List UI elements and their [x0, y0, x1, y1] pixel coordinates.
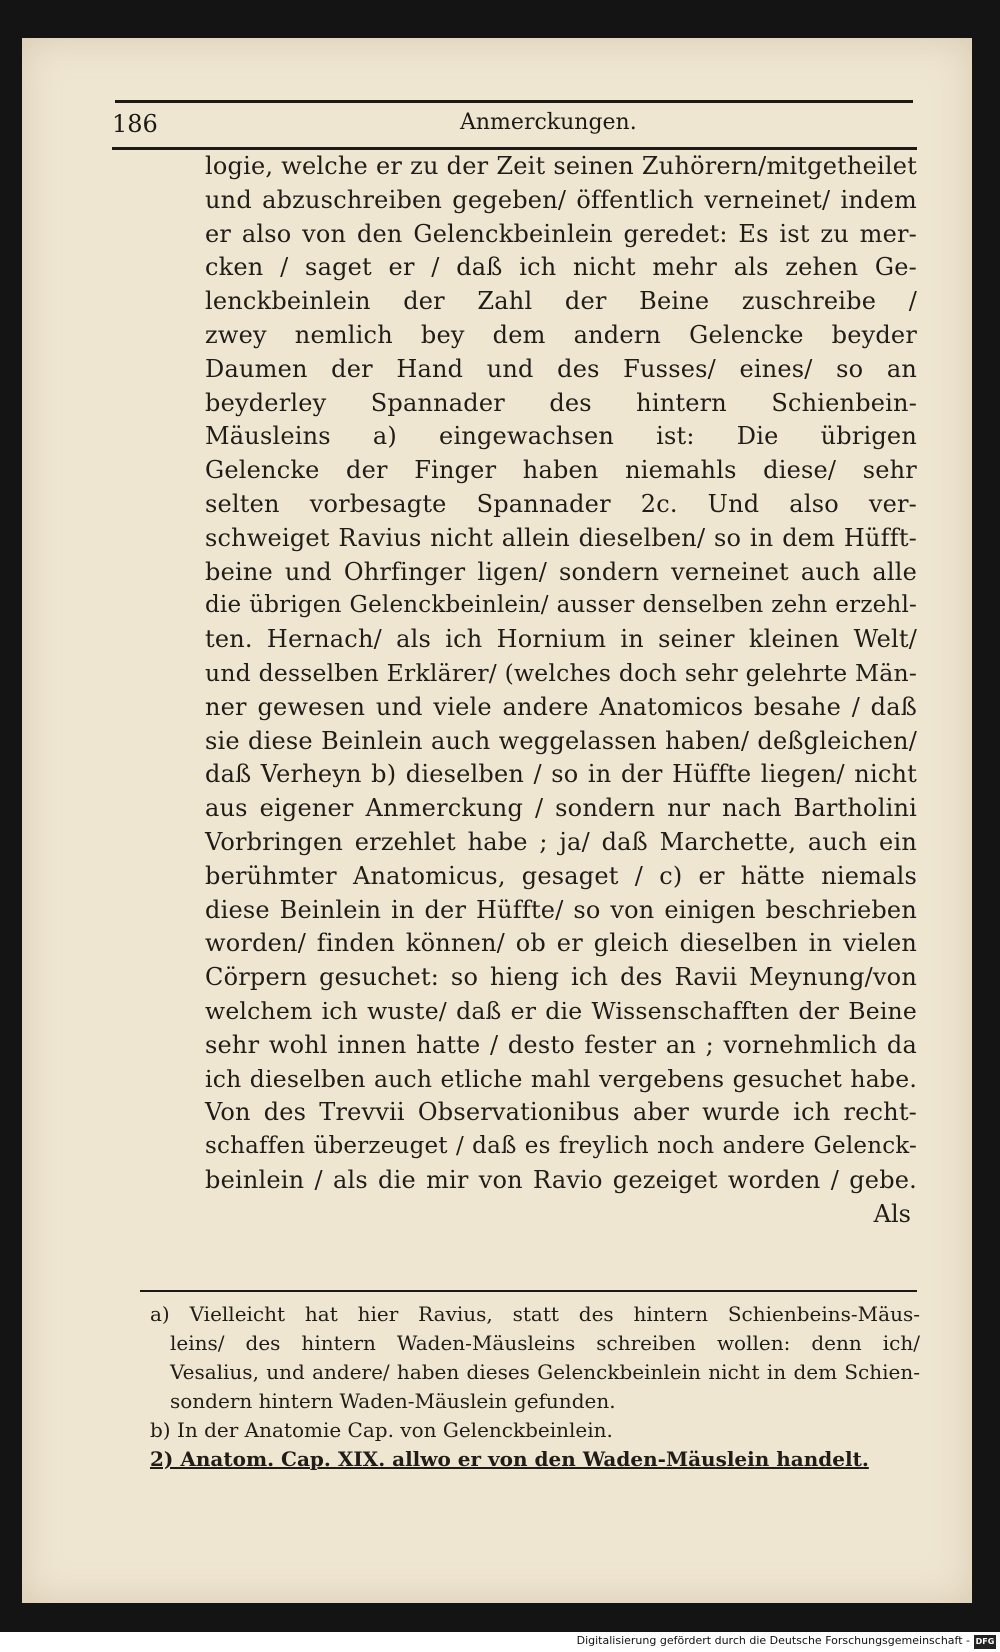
text-line: Mäusleins a) eingewachsen ist: Die übrigen: [205, 422, 917, 451]
text-line: Daumen der Hand und des Fusses/ eines/ so an: [205, 354, 917, 383]
footnote-rule: [140, 1290, 917, 1292]
text-line: Cörpern gesuchet: so hieng ich des Ravii Meynung/von: [205, 963, 917, 992]
text-line: und abzuschreiben gegeben/ öffentlich verneinet/ indem: [205, 185, 917, 214]
page-number: 186: [112, 110, 158, 138]
text-line: diese Beinlein in der Hüffte/ so von einigen beschrieben: [205, 895, 917, 924]
page-header: [112, 110, 917, 144]
text-line: sie diese Beinlein auch weggelassen haben/ deßgleichen/: [205, 726, 917, 755]
text-line: beine und Ohrfinger ligen/ sondern verneinet auch alle: [205, 557, 917, 586]
text-line: berühmter Anatomicus, gesaget / c) er hätte niemals: [205, 861, 917, 890]
text-line: er also von den Gelenckbeinlein geredet: Es ist zu mer-: [205, 219, 917, 248]
text-line: ten. Hernach/ als ich Hornium in seiner kleinen Welt/: [205, 625, 917, 654]
footnote-line: 2) Anatom. Cap. XIX. allwo er von den Waden-Mäuslein handelt.: [150, 1447, 869, 1471]
text-line: logie, welche er zu der Zeit seinen Zuhörern/mitgetheilet: [205, 152, 917, 180]
main-text-block: [205, 150, 917, 1232]
text-line: aus eigener Anmerckung / sondern nur nach Bartholini: [205, 794, 917, 823]
text-line: sehr wohl innen hatte / desto fester an ; vornehmlich da: [205, 1030, 917, 1059]
text-line: selten vorbesagte Spannader 2c. Und also ver-: [205, 489, 917, 518]
footnote-line: Vesalius, und andere/ haben dieses Gelenckbeinlein nicht in dem Schien-: [170, 1360, 920, 1384]
text-line: beinlein / als die mir von Ravio gezeiget worden / gebe.: [205, 1165, 917, 1194]
text-line: schaffen überzeuget / daß es freylich noch andere Gelenck-: [205, 1133, 917, 1160]
text-line: welchem ich wuste/ daß er die Wissenschafften der Beine: [205, 996, 917, 1025]
top-rule: [115, 100, 913, 103]
footnote-line: b) In der Anatomie Cap. von Gelenckbeinlein.: [150, 1418, 613, 1442]
text-line: schweiget Ravius nicht allein dieselben/ so in dem Hüfft-: [205, 523, 917, 552]
text-line: daß Verheyn b) dieselben / so in der Hüffte liegen/ nicht: [205, 760, 917, 789]
text-line: ich dieselben auch etliche mahl vergebens gesuchet habe.: [205, 1064, 917, 1093]
dfg-logo: DFG: [974, 1635, 996, 1649]
text-line: ner gewesen und viele andere Anatomicos besahe / daß: [205, 692, 917, 721]
text-line: zwey nemlich bey dem andern Gelencke beyder: [205, 320, 917, 349]
digitization-credit: Digitalisierung gefördert durch die Deutsche Forschungsgemeinschaft -: [576, 1634, 970, 1647]
catchword: Als: [873, 1199, 911, 1228]
footnote-line: leins/ des hintern Waden-Mäusleins schreiben wollen: denn ich/: [170, 1331, 920, 1355]
text-line: Vorbringen erzehlet habe ; ja/ daß Marchette, auch ein: [205, 827, 917, 856]
text-line: worden/ finden können/ ob er gleich dieselben in vielen: [205, 929, 917, 958]
text-line: Gelencke der Finger haben niemahls diese/ sehr: [205, 456, 917, 485]
text-line: und desselben Erklärer/ (welches doch sehr gelehrte Män-: [205, 658, 917, 687]
footnote-line: a) Vielleicht hat hier Ravius, statt des hintern Schienbeins-Mäus-: [150, 1302, 920, 1326]
footnotes: [150, 1300, 920, 1474]
running-head: Anmerckungen.: [460, 110, 637, 135]
text-line: die übrigen Gelenckbeinlein/ ausser denselben zehn erzehl-: [205, 592, 917, 619]
text-line: lenckbeinlein der Zahl der Beine zuschreibe /: [205, 287, 917, 316]
text-line: cken / saget er / daß ich nicht mehr als zehen Ge-: [205, 253, 917, 282]
text-line: Von des Trevvii Observationibus aber wurde ich recht-: [205, 1098, 917, 1127]
text-line: beyderley Spannader des hintern Schienbein-: [205, 388, 917, 417]
footnote-line: sondern hintern Waden-Mäuslein gefunden.: [170, 1389, 616, 1413]
